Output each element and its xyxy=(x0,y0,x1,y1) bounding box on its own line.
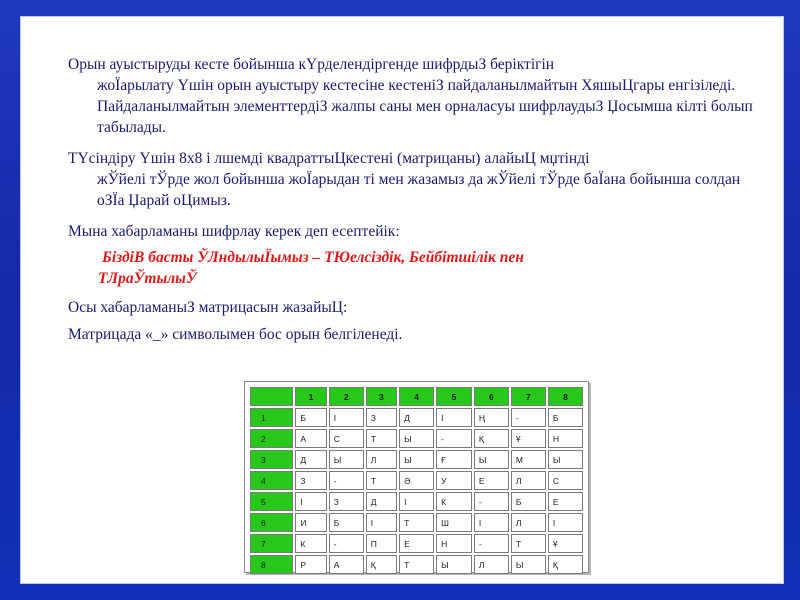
matrix-cell: - xyxy=(329,534,364,553)
matrix-cell: М xyxy=(511,450,546,469)
paragraph-5-line1: Матрицада «_» символымен бос орын белгіленеді. xyxy=(68,326,403,343)
matrix-cell: Д xyxy=(295,450,326,469)
paragraph-4 xyxy=(68,297,758,318)
matrix-cell: І xyxy=(474,513,509,532)
paragraph-1-line1: Орын ауыстыруды кесте бойынша кҮрделендіргенде шифрдыЗ беріктігін xyxy=(68,56,555,73)
paragraph-2-rest: жЎйелі тЎрде жол бойынша жоЇарыдан ті мен жазамыз да жЎйелі тЎрде баЇана бойынша солдан оЗЇа Џарай оЦимыз. xyxy=(97,171,741,209)
matrix-cell: Ш xyxy=(436,513,472,532)
matrix-cell: Ғ xyxy=(436,450,472,469)
slide xyxy=(20,16,784,584)
matrix-column-header: 4 xyxy=(399,387,434,406)
matrix-cell: Ы xyxy=(511,555,546,574)
matrix-row-header: 7 xyxy=(250,534,293,553)
matrix-cell: Е xyxy=(548,492,583,511)
matrix-corner-cell xyxy=(250,387,293,406)
matrix-column-header: 8 xyxy=(548,387,583,406)
matrix-cell: З xyxy=(366,408,397,427)
matrix-cell: І xyxy=(399,492,434,511)
matrix-cell: Н xyxy=(548,429,583,448)
matrix-row xyxy=(250,492,583,511)
matrix-cell: Т xyxy=(399,555,434,574)
matrix-cell: - xyxy=(474,534,509,553)
matrix-cell: Т xyxy=(399,513,434,532)
matrix-cell: І xyxy=(366,513,397,532)
matrix-row xyxy=(250,534,583,553)
message-line-1: БіздіВ басты ЎЛндылыЇымыз – ТЮелсіздік, Бейбітшілік пен xyxy=(102,249,524,266)
matrix-row-header: 8 xyxy=(250,555,293,574)
matrix-row-header: 1 xyxy=(250,408,293,427)
matrix-row-header: 6 xyxy=(250,513,293,532)
matrix-cell: Б xyxy=(295,408,326,427)
matrix-cell: У xyxy=(436,471,472,490)
paragraph-3-line1: Мына хабарламаны шифрлау керек деп есептейік: xyxy=(68,223,400,240)
matrix-cell: І xyxy=(329,408,364,427)
message-block xyxy=(68,247,742,289)
matrix-cell: Т xyxy=(366,429,397,448)
paragraph-4-line1: Осы хабарламаныЗ матрицасын жазайыЦ: xyxy=(68,299,348,316)
matrix-column-header: 6 xyxy=(474,387,509,406)
paragraph-2-line1: ТҮсіндіру Үшін 8х8 і лшемді квадраттыЦкестені (матрицаны) алайыЦ мџтінді xyxy=(68,150,590,167)
matrix-cell: Ы xyxy=(329,450,364,469)
matrix-cell: Ә xyxy=(399,471,434,490)
matrix-row xyxy=(250,408,583,427)
matrix-cell: Л xyxy=(511,471,546,490)
matrix-cell: Ң xyxy=(474,408,509,427)
matrix-cell: Л xyxy=(511,513,546,532)
matrix-column-header: 1 xyxy=(295,387,326,406)
matrix-cell: Т xyxy=(366,471,397,490)
matrix-cell: Ұ xyxy=(511,429,546,448)
matrix-cell: Қ xyxy=(548,555,583,574)
matrix-cell: С xyxy=(548,471,583,490)
paragraph-3 xyxy=(68,221,758,242)
matrix-cell: Е xyxy=(474,471,509,490)
matrix-column-header: 2 xyxy=(329,387,364,406)
matrix-row xyxy=(250,555,583,574)
matrix-grid xyxy=(248,385,585,576)
matrix-cell: Ы xyxy=(399,450,434,469)
matrix-header-row xyxy=(250,387,583,406)
matrix-cell: З xyxy=(329,492,364,511)
matrix-cell: Ы xyxy=(436,555,472,574)
matrix-cell: Б xyxy=(329,513,364,532)
matrix-cell: Л xyxy=(366,450,397,469)
matrix-cell: К xyxy=(295,534,326,553)
matrix-cell: Б xyxy=(511,492,546,511)
matrix-cell: - xyxy=(436,429,472,448)
matrix-column-header: 5 xyxy=(436,387,472,406)
matrix-cell: З xyxy=(295,471,326,490)
matrix-cell: І xyxy=(548,513,583,532)
matrix-column-header: 3 xyxy=(366,387,397,406)
matrix-row-header: 3 xyxy=(250,450,293,469)
message-line-2: ТЛраЎтылыЎ xyxy=(98,270,197,287)
matrix-table xyxy=(244,381,589,573)
paragraph-1-rest: жоЇарылату Үшін орын ауыстыру кестесіне кестеніЗ пайдаланылмайтын ХяшыЦгары енгізіледі. Пайдаланылмайтын элементтердіЗ жалпы саны мен орналасуы шифрлаудыЗ Џосымша кілті болып табылады. xyxy=(97,77,753,136)
matrix-cell: Л xyxy=(474,555,509,574)
matrix-cell: Қ xyxy=(366,555,397,574)
matrix-row xyxy=(250,513,583,532)
matrix-column-header: 7 xyxy=(511,387,546,406)
matrix-cell: Т xyxy=(511,534,546,553)
matrix-cell: - xyxy=(474,492,509,511)
matrix-row-header: 4 xyxy=(250,471,293,490)
matrix-cell: І xyxy=(295,492,326,511)
matrix-cell: А xyxy=(295,429,326,448)
matrix-cell: К xyxy=(436,492,472,511)
matrix-cell: Д xyxy=(399,408,434,427)
matrix-cell: - xyxy=(511,408,546,427)
matrix-row-header: 5 xyxy=(250,492,293,511)
matrix-cell: Ы xyxy=(399,429,434,448)
matrix-cell: Б xyxy=(548,408,583,427)
matrix-cell: - xyxy=(329,471,364,490)
matrix-cell: Қ xyxy=(474,429,509,448)
matrix-cell: Ы xyxy=(474,450,509,469)
matrix-cell: А xyxy=(329,555,364,574)
matrix-cell: Р xyxy=(295,555,326,574)
matrix-row-header: 2 xyxy=(250,429,293,448)
matrix-cell: С xyxy=(329,429,364,448)
matrix-cell: Ы xyxy=(548,450,583,469)
matrix-cell: Ұ xyxy=(548,534,583,553)
matrix-cell: И xyxy=(295,513,326,532)
matrix-cell: Н xyxy=(436,534,472,553)
matrix-cell: І xyxy=(436,408,472,427)
paragraph-2 xyxy=(68,148,758,211)
paragraph-5 xyxy=(68,324,758,345)
matrix-cell: П xyxy=(366,534,397,553)
matrix-row xyxy=(250,450,583,469)
matrix-cell: Д xyxy=(366,492,397,511)
matrix-row xyxy=(250,471,583,490)
matrix-cell: Е xyxy=(399,534,434,553)
paragraph-1 xyxy=(68,54,758,138)
matrix-row xyxy=(250,429,583,448)
